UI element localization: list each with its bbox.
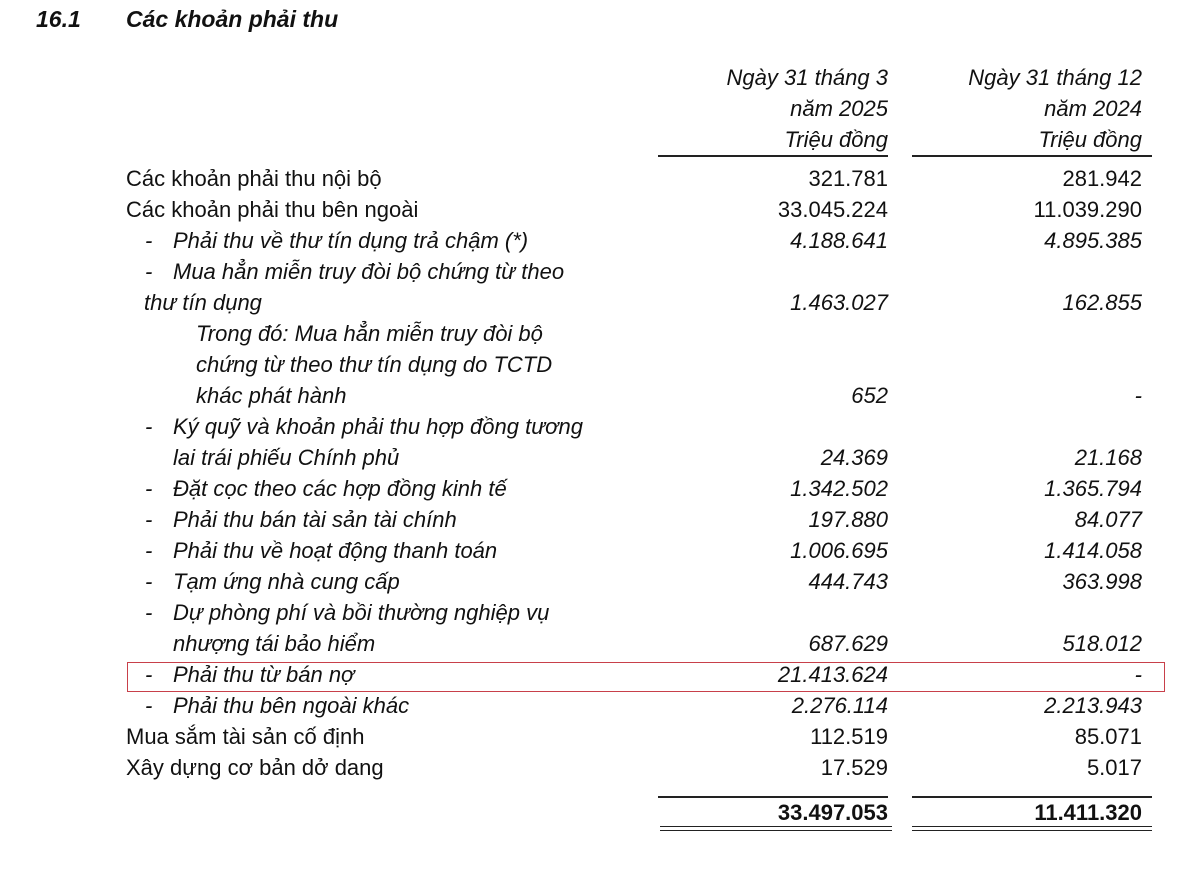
row-label: Mua hẳn miễn truy đòi bộ chứng từ theo [173,259,565,284]
row-label: Mua sắm tài sản cố định [126,724,365,749]
value-2025: 197.880 [808,507,888,532]
header-underline [658,155,888,157]
table-row [0,504,1200,535]
value-2024: 281.942 [1062,166,1142,191]
total-double-underline [660,826,892,831]
value-2024: 1.365.794 [1044,476,1142,501]
value-2025: 2.276.114 [791,693,888,718]
bullet-dash: - [145,538,153,563]
table-row [0,473,1200,504]
section-title: Các khoản phải thu [126,6,339,32]
bullet-dash: - [145,414,153,439]
value-2025: 21.413.624 [777,662,888,687]
header-underline [912,155,1152,157]
table-row [0,752,1200,783]
bullet-dash: - [145,476,153,501]
table-row [0,628,1200,659]
table-row [0,380,1200,411]
value-2024: 21.168 [1074,445,1142,470]
bullet-dash: - [145,662,153,687]
value-2024: 4.895.385 [1044,228,1142,253]
column-date-line1: Ngày 31 tháng 3 [726,65,888,90]
bullet-dash: - [145,693,153,718]
table-row [0,225,1200,256]
row-label: Phải thu về thư tín dụng trả chậm (*) [173,228,529,253]
total-value-2024: 11.411.320 [1034,800,1142,825]
column-header-2024 [912,62,1142,155]
value-2024: 1.414.058 [1044,538,1142,563]
table-row [0,411,1200,442]
section-number: 16.1 [36,6,81,32]
row-label: Trong đó: Mua hẳn miễn truy đòi bộ [196,321,543,346]
row-label: Phải thu bên ngoài khác [173,693,410,718]
row-label: Xây dựng cơ bản dở dang [126,755,384,780]
value-2024: 162.855 [1062,290,1142,315]
value-2024: 363.998 [1062,569,1142,594]
value-2024: 2.213.943 [1044,693,1142,718]
table-row [0,349,1200,380]
total-double-underline [912,826,1152,831]
table-row [0,597,1200,628]
value-2024: 518.012 [1062,631,1142,656]
value-2025: 1.342.502 [790,476,888,501]
value-2025: 1.463.027 [790,290,888,315]
row-label: thư tín dụng [144,290,262,315]
row-label: Các khoản phải thu bên ngoài [126,197,419,222]
table-row [0,721,1200,752]
value-2025: 1.006.695 [790,538,888,563]
bullet-dash: - [145,569,153,594]
total-value-2025: 33.497.053 [777,800,888,825]
table-row [0,535,1200,566]
row-label: Dự phòng phí và bồi thường nghiệp vụ [173,600,550,625]
column-header-2025 [658,62,888,155]
row-label: lai trái phiếu Chính phủ [173,445,400,470]
value-2025: 24.369 [820,445,888,470]
value-2025: 112.519 [810,724,888,749]
bullet-dash: - [145,600,153,625]
row-label: Ký quỹ và khoản phải thu hợp đồng tương [173,414,583,439]
value-2025: 444.743 [808,569,888,594]
table-row [0,287,1200,318]
table-row [0,566,1200,597]
value-2024: 5.017 [1086,755,1142,780]
bullet-dash: - [145,507,153,532]
column-unit: Triệu đồng [1038,127,1142,152]
table-row [0,690,1200,721]
row-label: Phải thu từ bán nợ [173,662,355,687]
value-2025: 652 [851,383,888,408]
bullet-dash: - [145,259,153,284]
column-date-line1: Ngày 31 tháng 12 [968,65,1142,90]
row-label: Phải thu về hoạt động thanh toán [173,538,498,563]
value-2024: - [1134,662,1142,687]
value-2024: 11.039.290 [1033,197,1142,222]
value-2025: 321.781 [808,166,888,191]
table-row [0,442,1200,473]
value-2024: 85.071 [1074,724,1142,749]
table-row [0,256,1200,287]
column-date-line2: năm 2025 [790,96,888,121]
row-label: Phải thu bán tài sản tài chính [173,507,457,532]
table-row [0,194,1200,225]
value-2025: 687.629 [808,631,888,656]
table-row [0,318,1200,349]
column-date-line2: năm 2024 [1044,96,1142,121]
value-2025: 17.529 [820,755,888,780]
value-2024: 84.077 [1074,507,1142,532]
row-label: chứng từ theo thư tín dụng do TCTD [196,352,553,377]
bullet-dash: - [145,228,153,253]
value-2025: 33.045.224 [777,197,888,222]
row-label: Tạm ứng nhà cung cấp [173,569,400,594]
row-label: khác phát hành [196,383,347,408]
total-row [0,797,1200,828]
row-label: Các khoản phải thu nội bộ [126,166,382,191]
highlight-box [127,662,1165,692]
value-2025: 4.188.641 [790,228,888,253]
section-heading [36,6,338,33]
value-2024: - [1134,383,1142,408]
table-row [0,163,1200,194]
row-label: nhượng tái bảo hiểm [173,631,376,656]
column-unit: Triệu đồng [784,127,888,152]
row-label: Đặt cọc theo các hợp đồng kinh tế [173,476,507,501]
